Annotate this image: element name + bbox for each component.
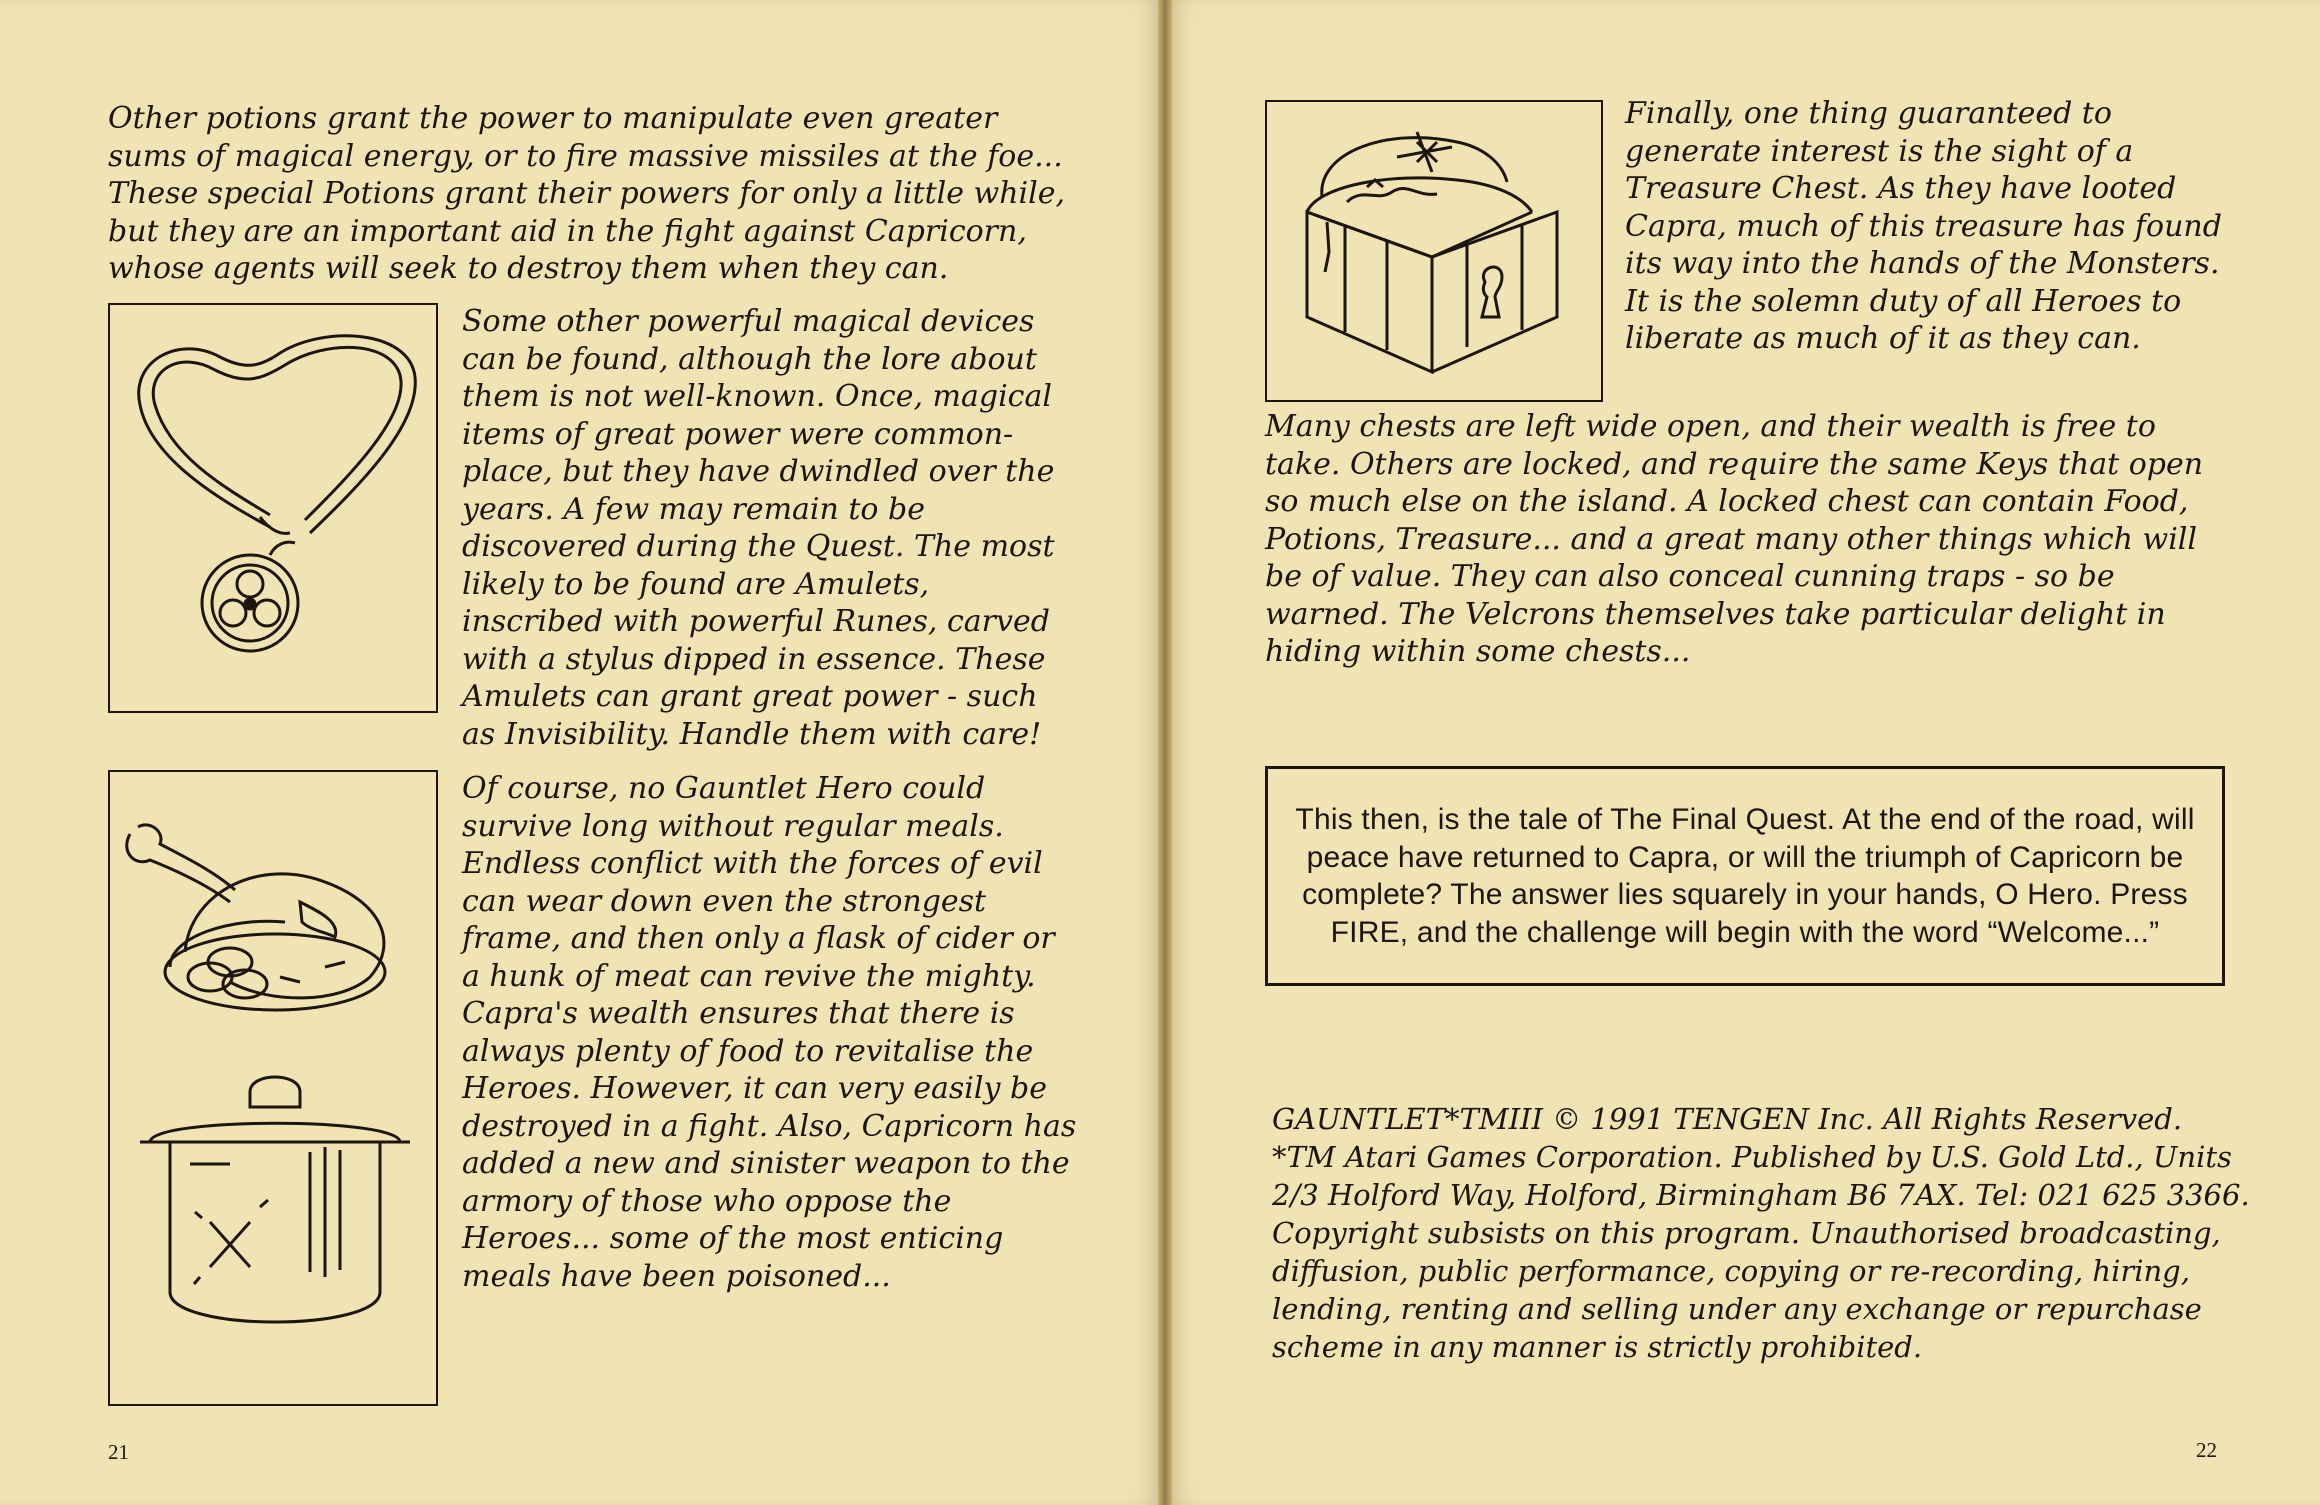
treasure-chest-illustration [1265, 100, 1603, 402]
chests-paragraph: Many chests are left wide open, and their wealth is free to take. Others are locked, and require the same Keys that open so much else on the island. A locked chest can contain Food, Potions, Treasure... and a great many other things which will be of value. They can also conceal cunning traps - so be warned. The Velcrons themselves take particular delight in hiding within some chests... [1265, 409, 2204, 669]
final-quest-callout [1265, 766, 2225, 986]
food-paragraph: Of course, no Gauntlet Hero could survive long without regular meals. Endless conflict with the forces of evil can wear down even the strongest frame, and then only a flask of cider or a hunk of meat can revive the mighty. Capra's wealth ensures that there is always plenty of food to revitalise the Heroes. However, it can very easily be destroyed in a fight. Also, Capricorn has added a new and sinister weapon to the armory of those who oppose the Heroes... some of the most enticing meals have been poisoned... [462, 771, 1077, 1294]
treasure-chest-icon [1267, 102, 1601, 400]
amulet-icon [110, 305, 436, 711]
food-illustration [108, 770, 438, 1406]
page-number-right: 22 [2196, 1438, 2217, 1462]
callout-text: This then, is the tale of The Final Quest. At the end of the road, will peace have returned to Capra, or will the triumph of Capricorn be complete? The answer lies squarely in your hands, O Hero. Press FIRE, and the challenge will begin with the word “Welcome...” [1295, 803, 2195, 949]
amulets-paragraph: Some other powerful magical devices can be found, although the lore about them is not well-known. Once, magical items of great power were common-place, but they have dwindled over the years. A few may remain to be discovered during the Quest. The most likely to be found are Amulets, inscribed with powerful Runes, carved with a stylus dipped in essence. These Amulets can grant great power - such as Invisibility. Handle them with care! [462, 304, 1055, 752]
page-number-left: 21 [108, 1440, 129, 1464]
roast-chicken-icon [127, 825, 385, 1010]
potions-paragraph: Other potions grant the power to manipulate even greater sums of magical energy, or to fire massive missiles at the foe... These special Potions grant their powers for only a little while, but they are an important aid in the fight against Capricorn, whose agents will seek to destroy them when they can. [108, 101, 1066, 286]
amulet-illustration [108, 303, 438, 713]
book-gutter [1158, 0, 1172, 1505]
treasure-paragraph: Finally, one thing guaranteed to generate interest is the sight of a Treasure Chest. As they have looted Capra, much of this treasure has found its way into the hands of the Monsters. It is the solemn duty of all Heroes to liberate as much of it as they can. [1625, 96, 2222, 356]
food-icons [110, 772, 436, 1404]
poison-pot-icon [140, 1077, 410, 1322]
copyright-notice: GAUNTLET*TMIII © 1991 TENGEN Inc. All Rights Reserved. *TM Atari Games Corporation. Published by U.S. Gold Ltd., Units 2/3 Holford Way, Holford, Birmingham B6 7AX. Tel: 021 625 3366. Copyright subsists on this program. Unauthorised broadcasting, diffusion, public performance, copying or re-recording, hiring, lending, renting and selling under any exchange or repurchase scheme in any manner is strictly prohibited. [1272, 1102, 2250, 1364]
